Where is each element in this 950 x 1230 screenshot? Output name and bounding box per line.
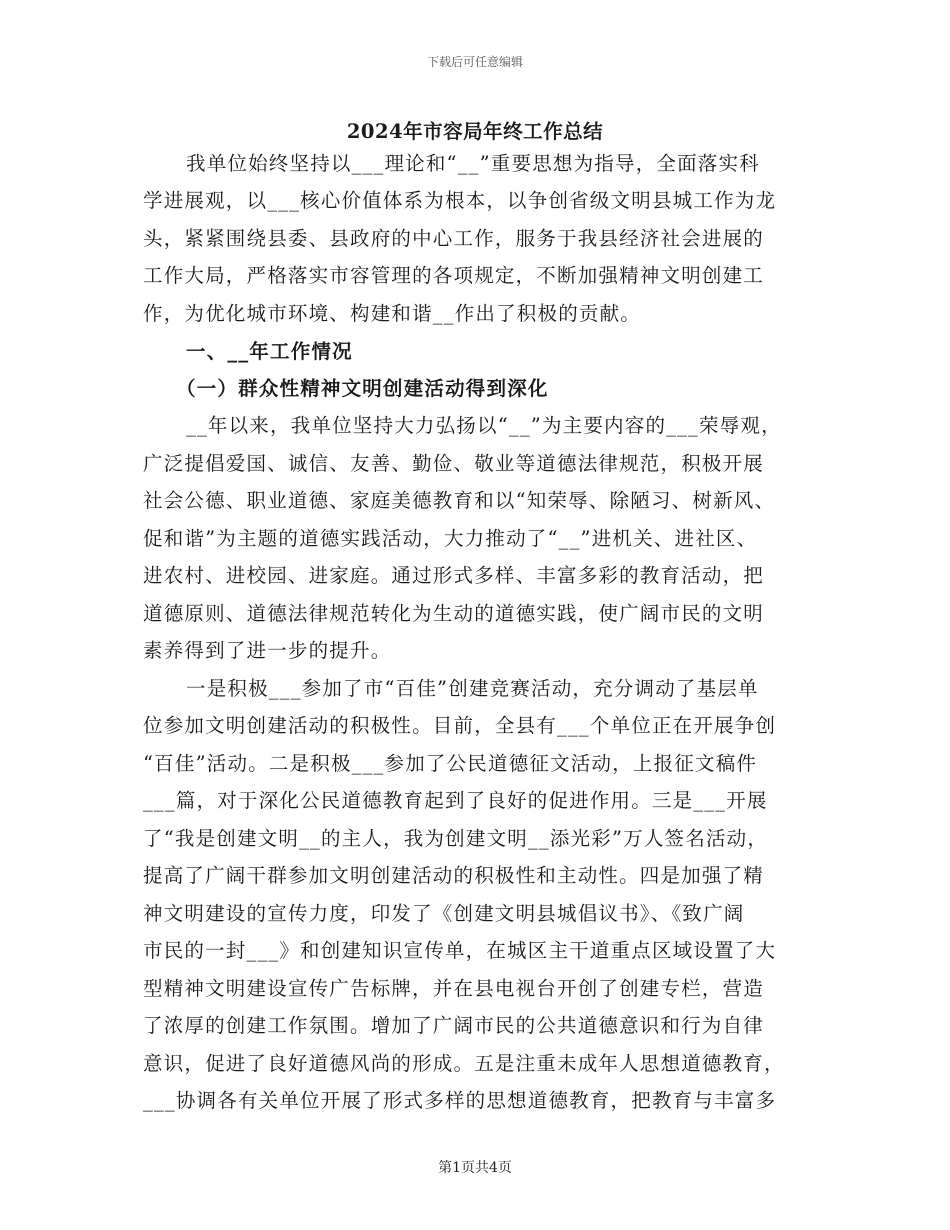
paragraph-line: __年以来，我单位坚持大力弘扬以“__”为主要内容的___荣辱观，	[186, 414, 782, 437]
section-heading: 一、__年工作情况	[186, 340, 353, 363]
paragraph-line: 了浓厚的创建工作氛围。增加了广阔市民的公共道德意识和行为自律	[143, 1014, 765, 1037]
paragraph-line: 头，紧紧围绕县委、县政府的中心工作，服务于我县经济社会进展的	[143, 227, 765, 250]
paragraph-line: 进农村、进校园、进家庭。通过形式多样、丰富多彩的教育活动，把	[143, 564, 765, 587]
paragraph-line: 市民的一封___》和创建知识宣传单，在城区主干道重点区域设置了大	[143, 939, 777, 962]
header-note: 下载后可任意编辑	[426, 55, 523, 69]
paragraph-line: 我单位始终坚持以___理论和“__”重要思想为指导，全面落实科	[186, 152, 760, 175]
paragraph-line: 神文明建设的宣传力度，印发了《创建文明县城倡议书》、《致广阔	[143, 902, 745, 925]
paragraph-line: 道德原则、道德法律规范转化为生动的道德实践，使广阔市民的文明	[143, 602, 765, 625]
paragraph-line: ___篇，对于深化公民道德教育起到了良好的促进作用。三是___开展	[143, 789, 768, 812]
paragraph-line: 型精神文明建设宣传广告标牌，并在县电视台开创了创建专栏，营造	[143, 977, 765, 1000]
paragraph-line: 社会公德、职业道德、家庭美德教育和以“知荣辱、除陋习、树新风、	[143, 489, 776, 512]
paragraph-line: 工作大局，严格落实市容管理的各项规定，不断加强精神文明创建工	[143, 264, 765, 287]
paragraph-line: 了“我是创建文明__的主人，我为创建文明__添光彩”万人签名活动，	[143, 827, 769, 850]
paragraph-line: ___协调各有关单位开展了形式多样的思想道德教育，把教育与丰富多	[143, 1089, 777, 1112]
paragraph-line: 素养得到了进一步的提升。	[143, 639, 392, 662]
subsection-heading: （一）群众性精神文明创建活动得到深化	[176, 377, 549, 400]
paragraph-line: “百佳”活动。二是积极___参加了公民道德征文活动，上报征文稿件	[143, 752, 758, 775]
paragraph-line: 一是积极___参加了市“百佳”创建竞赛活动，充分调动了基层单	[186, 677, 759, 700]
paragraph-line: 学进展观，以___核心价值体系为根本，以争创省级文明县城工作为龙	[143, 189, 777, 212]
paragraph-line: 促和谐”为主题的道德实践活动，大力推动了“__”进机关、进社区、	[143, 527, 758, 550]
paragraph-line: 位参加文明创建活动的积极性。目前，全县有___个单位正在开展争创	[143, 714, 777, 737]
paragraph-line: 广泛提倡爱国、诚信、友善、勤俭、敬业等道德法律规范，积极开展	[143, 452, 765, 475]
page-footer: 第1页共4页	[438, 1160, 512, 1176]
paragraph-line: 提高了广阔干群参加文明创建活动的积极性和主动性。四是加强了精	[143, 864, 765, 887]
paragraph-line: 作，为优化城市环境、构建和谐__作出了积极的贡献。	[143, 302, 642, 325]
paragraph-line: 意识，促进了良好道德风尚的形成。五是注重未成年人思想道德教育，	[143, 1052, 785, 1075]
document-title: 2024年市容局年终工作总结	[346, 120, 604, 143]
